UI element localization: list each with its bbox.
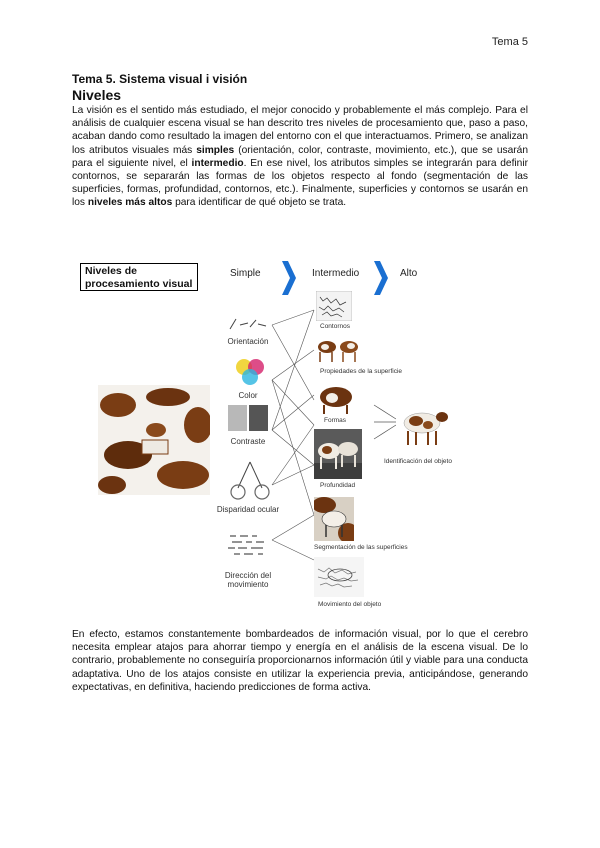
- orientation-lines-icon: [228, 317, 268, 331]
- segmentation-image: [314, 497, 354, 541]
- feature-contrast: Contraste: [230, 437, 266, 446]
- disparity-eyes-icon: [228, 460, 272, 504]
- output-object-motion: Movimiento del objeto: [318, 601, 382, 608]
- output-object-identification: Identificación del objeto: [384, 458, 452, 465]
- contours-image: [316, 291, 352, 321]
- paragraph-intro: La visión es el sentido más estudiado, el mejor conocido y probablemente el más complejo. Para el análisis de cualquier escena visual se han descrito tres niveles de procesamiento que, paso a paso, acaban dando como resultado la imagen del entorno con el que interactuamos. Primero, se analizan los atributos visuales más simples (orientación, color, contraste, movimiento, etc.), que se usarán para el siguiente nivel, el intermedio. En ese nivel, los atributos simples se integrarán para definir contornos, se separarán las formas de los objetos respecto al fondo (segmentación de las superficies, formas, profundidad, contornos, etc.). Finalmente, superficies y contornos se usarán en los niveles más altos para identificar de qué objeto se trata.: [72, 105, 528, 209]
- surface-properties-image: [316, 335, 362, 365]
- feature-orientation: Orientación: [227, 337, 269, 346]
- connector-arrows: [270, 305, 316, 565]
- identified-cow-image: [396, 405, 452, 449]
- contrast-squares-icon: [228, 405, 268, 431]
- shapes-image: [316, 383, 356, 415]
- column-high: Alto: [400, 268, 418, 279]
- visual-levels-figure: [80, 255, 530, 620]
- chevron-right-icon: [372, 261, 388, 295]
- figure-box-label: Niveles de procesamiento visual: [80, 263, 198, 291]
- output-depth: Profundidad: [320, 482, 356, 489]
- feature-color: Color: [238, 391, 258, 400]
- color-circles-icon: [232, 355, 268, 387]
- paragraph-conclusion: En efecto, estamos constantemente bombardeados de información visual, por lo que el cerebro necesita emplear atajos para ahorrar tiempo y energía en el análisis de la escena visual. De lo contrario, probablemente no conseguiría proporcionarnos información útil y viable para una conducta adaptativa. Uno de los atajos consiste en utilizar la experiencia previa, anticipándose, generando expectativas, en definitiva, haciendo predicciones de forma activa.: [72, 629, 528, 693]
- bold-simples: simples: [196, 144, 235, 156]
- output-shapes: Formas: [324, 417, 347, 424]
- section-heading: Niveles: [72, 87, 122, 103]
- chevron-right-icon: [280, 261, 296, 295]
- bold-intermedio: intermedio: [191, 157, 244, 169]
- object-motion-image: [314, 557, 364, 597]
- depth-image: [314, 429, 362, 479]
- feature-motion: Dirección del movimiento: [224, 571, 272, 589]
- output-segmentation: Segmentación de las superficies: [314, 544, 408, 551]
- column-intermediate: Intermedio: [312, 268, 360, 279]
- page-title: Tema 5. Sistema visual i visión: [72, 72, 248, 86]
- motion-dots-icon: [226, 530, 274, 562]
- bold-niveles-altos: niveles más altos: [87, 197, 173, 209]
- output-contours: Contornos: [320, 323, 350, 330]
- cow-scene-image: [98, 385, 210, 495]
- page-header-topic: Tema 5: [491, 36, 528, 48]
- output-surface-properties: Propiedades de la superficie: [320, 368, 403, 375]
- column-simple: Simple: [230, 268, 261, 279]
- feature-disparity: Disparidad ocular: [216, 505, 280, 514]
